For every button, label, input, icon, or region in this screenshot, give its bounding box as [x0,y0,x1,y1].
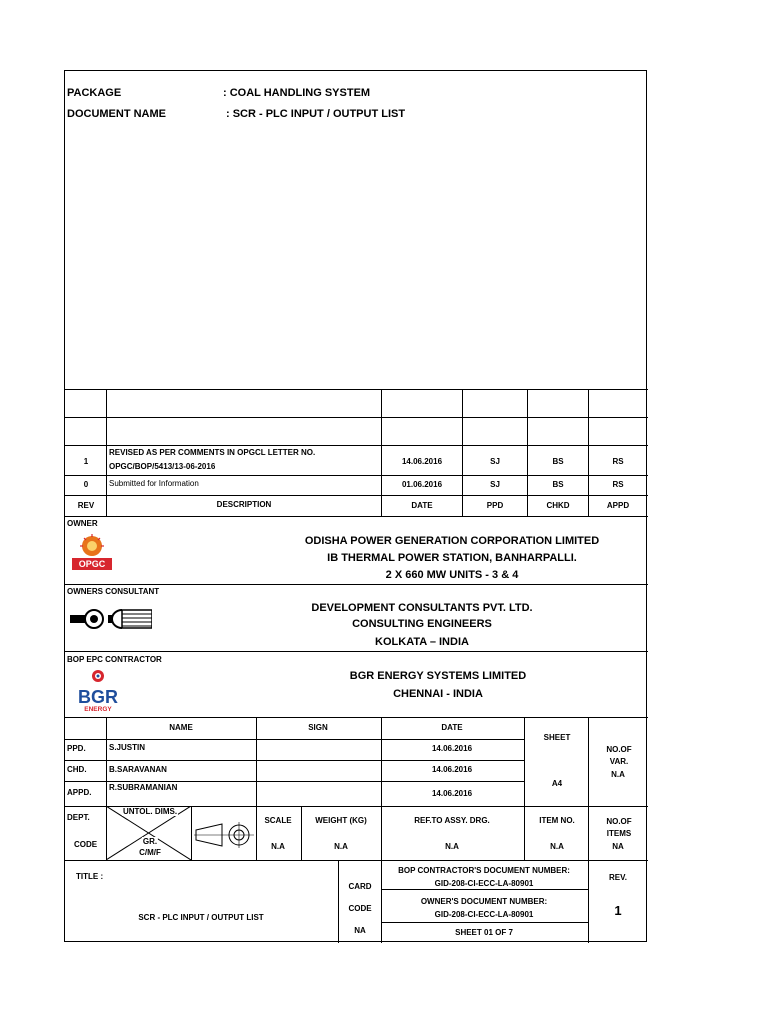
card-code-value: NA [354,926,366,935]
no-of-var-value: N.A [611,770,625,779]
owner-doc-number-label: OWNER'S DOCUMENT NUMBER: [420,897,548,906]
no-of-items-value: NA [612,842,624,851]
title-value: SCR - PLC INPUT / OUTPUT LIST [138,913,264,922]
chkd-header: CHKD [546,501,570,510]
document-sheet [64,70,647,942]
chd-role: CHD. [67,765,87,774]
contractor-label: BOP EPC CONTRACTOR [67,655,162,664]
code-label: CODE [74,840,98,849]
contractor-company-name: BGR ENERGY SYSTEMS LIMITED [349,670,527,682]
consultant-location: KOLKATA – INDIA [375,636,469,648]
ppd-date: 14.06.2016 [431,744,473,753]
scale-label: SCALE [264,816,292,825]
no-of-items-label: NO.OF ITEMS [606,817,632,838]
svg-text:ENERGY: ENERGY [84,706,112,713]
rev-row-1-date: 14.06.2016 [401,457,443,466]
rev-row-1-desc: REVISED AS PER COMMENTS IN OPGCL LETTER NO. [109,448,316,457]
ref-assy-drg-value: N.A [445,842,459,851]
consultant-role: CONSULTING ENGINEERS [352,618,492,630]
owner-plant-name: IB THERMAL POWER STATION, BANHARPALLI. [327,552,577,564]
rev-row-1-appd: RS [612,457,624,466]
consultant-label: OWNERS CONSULTANT [67,587,160,596]
svg-text:OPGC: OPGC [78,559,106,569]
document-name-value: : SCR - PLC INPUT / OUTPUT LIST [226,108,406,120]
appd-name: R.SUBRAMANIAN [109,783,178,792]
name-header: NAME [169,723,193,732]
cmf-label: C/M/F [139,848,161,857]
bop-doc-number: GID-208-CI-ECC-LA-80901 [434,879,534,888]
rev-row-1-rev: 1 [83,457,89,466]
rev-row-1-ppd: SJ [490,457,500,466]
rev-row-0-rev: 0 [83,480,89,489]
title-label: TITLE : [76,872,104,881]
rev-value-footer: 1 [614,903,622,918]
date-header: DATE [411,501,433,510]
date-header-signoff: DATE [441,723,463,732]
rev-row-0-appd: RS [612,480,624,489]
rev-label-footer: REV. [609,873,627,882]
scale-value: N.A [271,842,285,851]
ppd-header: PPD [486,501,504,510]
ref-assy-drg-label: REF.TO ASSY. DRG. [414,816,490,825]
sign-header: SIGN [308,723,328,732]
description-header: DESCRIPTION [216,500,272,509]
untol-dims-label: UNTOL. DIMS. [122,807,178,816]
rev-row-1-chkd: BS [552,457,564,466]
rev-row-0-chkd: BS [552,480,564,489]
rev-row-0-ppd: SJ [490,480,500,489]
svg-text:BGR: BGR [78,687,118,707]
sheet-size: A4 [551,779,563,788]
weight-value: N.A [334,842,348,851]
rev-row-0-date: 01.06.2016 [401,480,443,489]
item-no-label: ITEM NO. [539,816,575,825]
contractor-location: CHENNAI - INDIA [393,688,483,700]
appd-date: 14.06.2016 [431,789,473,798]
sheet-count: SHEET 01 OF 7 [455,928,513,937]
owner-label: OWNER [67,519,98,528]
rev-header: REV [77,501,95,510]
gr-label: GR. [142,837,158,846]
appd-role: APPD. [67,788,92,797]
item-no-value: N.A [550,842,564,851]
card-code-label: CODE [348,904,372,913]
dept-label: DEPT. [67,813,90,822]
chd-date: 14.06.2016 [431,765,473,774]
projection-symbol [194,820,254,850]
rev-row-0-desc: Submitted for Information [109,479,199,488]
owner-doc-number: GID-208-CI-ECC-LA-80901 [434,910,534,919]
card-label: CARD [348,882,372,891]
no-of-var-header: NO.OF VAR. [606,745,632,766]
owner-company-name: ODISHA POWER GENERATION CORPORATION LIMITED [304,535,600,547]
sheet-header: SHEET [543,733,571,742]
bgr-logo [74,669,122,713]
consultant-company-name: DEVELOPMENT CONSULTANTS PVT. LTD. [311,602,533,614]
opgc-logo [72,534,112,572]
chd-name: B.SARAVANAN [109,765,167,774]
rev-row-1-desc-ref: OPGC/BOP/5413/13-06-2016 [109,462,216,471]
package-value: : COAL HANDLING SYSTEM [223,87,371,99]
ppd-name: S.JUSTIN [109,743,146,752]
appd-header: APPD [606,501,630,510]
bop-doc-number-label: BOP CONTRACTOR'S DOCUMENT NUMBER: [398,866,570,875]
document-name-label: DOCUMENT NAME [67,108,166,120]
owner-units: 2 X 660 MW UNITS - 3 & 4 [385,569,519,581]
weight-label: WEIGHT (KG) [315,816,367,825]
dcpl-logo [70,608,152,630]
ppd-role: PPD. [67,744,86,753]
package-label: PACKAGE [67,87,122,99]
